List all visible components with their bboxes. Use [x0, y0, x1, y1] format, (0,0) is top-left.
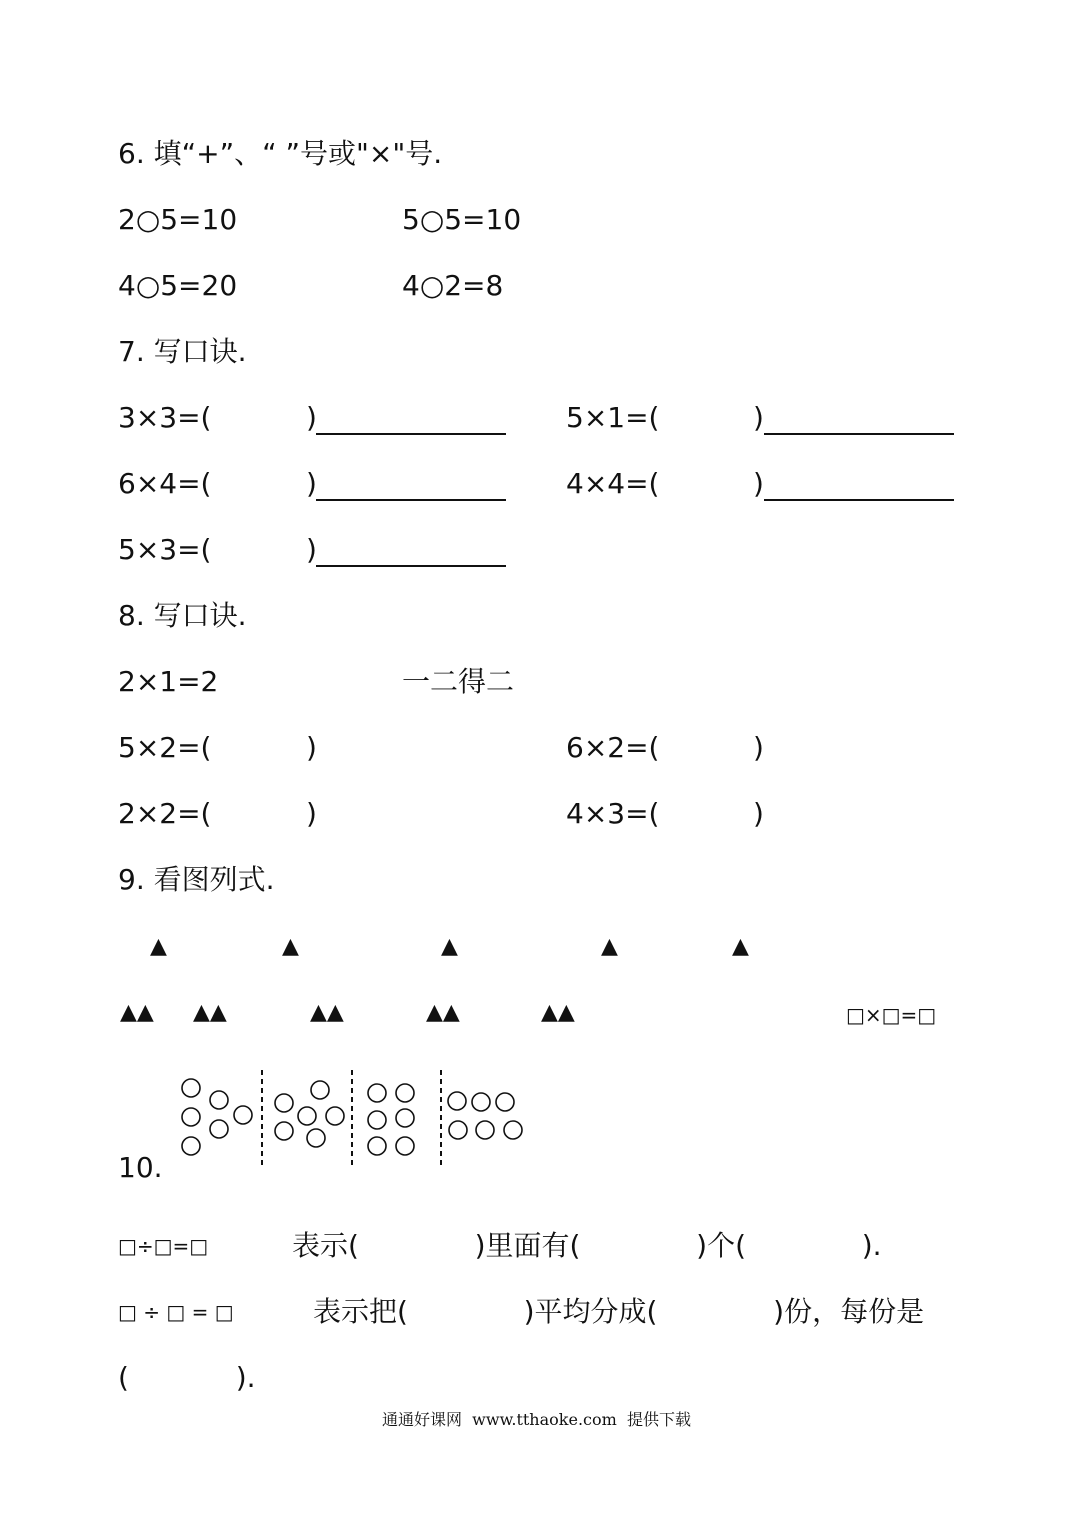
triangle-icon: ▲ [601, 934, 618, 959]
triangle-icon: ▲ [441, 934, 458, 959]
q8-close-paren-4: ) [753, 797, 764, 830]
circle-icon [210, 1091, 228, 1109]
q10-number: 10. [118, 1151, 163, 1184]
circle-icon [326, 1107, 344, 1125]
circle-icon [182, 1079, 200, 1097]
q6-equation-4: 4○2=8 [402, 269, 504, 302]
q7-equation-4: 4×4=( [566, 467, 660, 500]
circle-icon [396, 1084, 414, 1102]
q10-sentence-1: 表示( )里面有( )个( ). [292, 1229, 882, 1262]
q10-formula-2: □ ÷ □ = □ [118, 1300, 234, 1324]
triangle-pair-icon: ▲▲ [541, 1000, 575, 1025]
q8-example-equation: 2×1=2 [118, 665, 219, 698]
circle-icon [496, 1093, 514, 1111]
q7-answer-line-2[interactable] [764, 433, 954, 435]
q8-close-paren-2: ) [753, 731, 764, 764]
circle-icon [182, 1108, 200, 1126]
q7-equation-1: 3×3=( [118, 401, 212, 434]
circle-icon [368, 1084, 386, 1102]
q6-equation-1: 2○5=10 [118, 203, 238, 236]
q10-formula-1: □÷□=□ [118, 1234, 209, 1258]
q6-equation-2: 5○5=10 [402, 203, 522, 236]
triangle-icon: ▲ [732, 934, 749, 959]
q6-title: 6. 填“+”、“ ”号或"×"号. [118, 137, 443, 170]
circle-icon [368, 1137, 386, 1155]
circle-icon [275, 1094, 293, 1112]
circle-icon [368, 1111, 386, 1129]
triangle-icon: ▲ [150, 934, 167, 959]
circle-icon [476, 1121, 494, 1139]
q7-answer-line-3[interactable] [316, 499, 506, 501]
circle-icon [311, 1081, 329, 1099]
circle-icon [234, 1106, 252, 1124]
circle-icon [275, 1122, 293, 1140]
q8-equation-4: 4×3=( [566, 797, 660, 830]
q7-close-paren-4: ) [753, 467, 764, 500]
q7-answer-line-4[interactable] [764, 499, 954, 501]
q7-close-paren-1: ) [306, 401, 317, 434]
q7-close-paren-2: ) [753, 401, 764, 434]
q9-formula: □×□=□ [846, 1003, 937, 1027]
q7-title: 7. 写口诀. [118, 335, 247, 368]
triangle-icon: ▲ [282, 934, 299, 959]
q7-answer-line-1[interactable] [316, 433, 506, 435]
triangle-pair-icon: ▲▲ [426, 1000, 460, 1025]
circle-icon [307, 1129, 325, 1147]
triangle-pair-icon: ▲▲ [310, 1000, 344, 1025]
circle-icon [448, 1092, 466, 1110]
circle-icon [396, 1109, 414, 1127]
circle-icon [298, 1107, 316, 1125]
q7-equation-2: 5×1=( [566, 401, 660, 434]
q8-close-paren-1: ) [306, 731, 317, 764]
q7-close-paren-5: ) [306, 533, 317, 566]
circle-icon [182, 1137, 200, 1155]
circle-icon [449, 1121, 467, 1139]
circle-icon [210, 1120, 228, 1138]
q8-example-answer: 一二得二 [402, 665, 515, 698]
q8-equation-2: 6×2=( [566, 731, 660, 764]
triangle-pair-icon: ▲▲ [120, 1000, 154, 1025]
q6-equation-3: 4○5=20 [118, 269, 238, 302]
circle-icon [472, 1093, 490, 1111]
q7-equation-3: 6×4=( [118, 467, 212, 500]
q7-answer-line-5[interactable] [316, 565, 506, 567]
triangle-pair-icon: ▲▲ [193, 1000, 227, 1025]
circle-icon [396, 1137, 414, 1155]
circle-icon [504, 1121, 522, 1139]
q8-close-paren-3: ) [306, 797, 317, 830]
q9-title: 9. 看图列式. [118, 863, 275, 896]
q10-sentence-2: 表示把( )平均分成( )份，每份是 [313, 1295, 925, 1328]
circle-groups-figure [170, 1068, 530, 1178]
q8-equation-1: 5×2=( [118, 731, 212, 764]
q7-close-paren-3: ) [306, 467, 317, 500]
q8-equation-3: 2×2=( [118, 797, 212, 830]
q10-sentence-3: ( ). [118, 1361, 256, 1394]
footer-credit: 通通好课网 www.tthaoke.com 提供下载 [382, 1410, 691, 1429]
q8-title: 8. 写口诀. [118, 599, 247, 632]
q7-equation-5: 5×3=( [118, 533, 212, 566]
